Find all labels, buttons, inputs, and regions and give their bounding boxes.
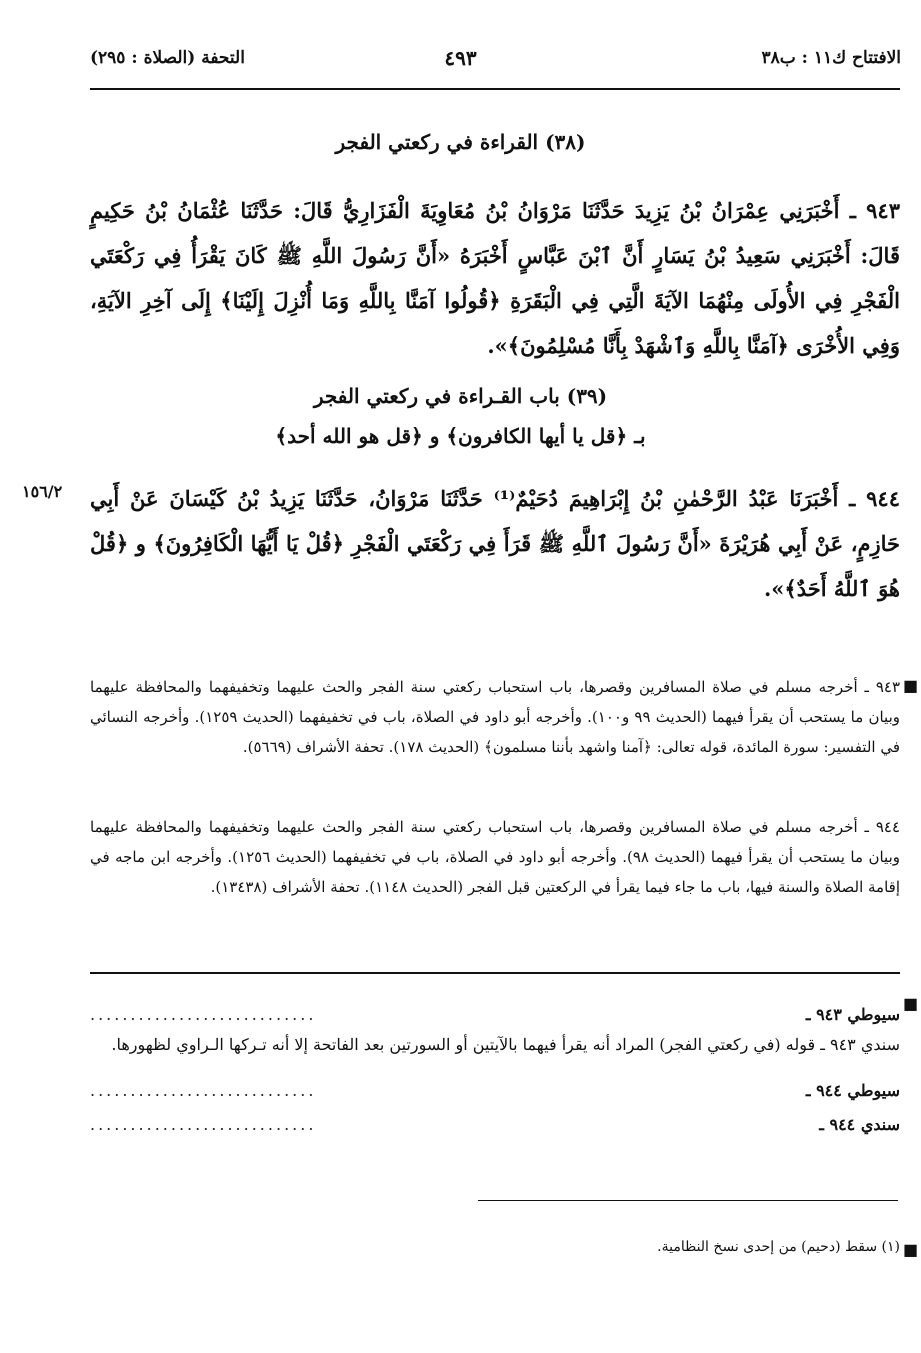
chapter-39-title: (٣٩) باب القـراءة في ركعتي الفجر — [313, 384, 608, 408]
header-chapter-ref: الافتتاح ك١١ : ب٣٨ — [761, 48, 901, 68]
dotted-leader: ............................ — [90, 1005, 317, 1024]
footnote-separator — [478, 1200, 898, 1201]
page-number: ٤٩٣ — [444, 46, 477, 70]
note-944: ٩٤٤ ـ أخرجه مسلم في صلاة المسافرين وقصرها، باب استحباب ركعتي سنة الفجر والحث عليهما وتخفيفهما والمحافظة عليهما وبيان ما يستحب أن يقرأ فيهما (الحديث ٩٨). وأخرجه أبو داود في الصلاة، باب في تخفيفهما (الحديث ١٢٥٦). وأخرجه ابن ماجه في إقامة الصلاة والسنة فيها، باب ما جاء فيما يقرأ في الركعتين قبل الفجر (الحديث ١١٤٨). تحفة الأشراف (١٣٤٣٨). — [90, 818, 900, 896]
commentary-line — [90, 1076, 900, 1106]
bullet-icon: ■ — [903, 1240, 919, 1259]
hadith-943: ٩٤٣ ـ أَخْبَرَنِي عِمْرَانُ بْنُ يَزِيدَ حَدَّثَنَا مَرْوَانُ بْنُ مُعَاوِيَةَ الْفَزَارِيُّ قَالَ: حَدَّثَنَا عُثْمَانُ بْنُ حَكِيمٍ قَالَ: أَخْبَرَنِي سَعِيدُ بْنُ يَسَارٍ أَنَّ ٱبْنَ عَبَّاسٍ أَخْبَرَهُ «أَنَّ رَسُولَ اللَّهِ ﷺ كَانَ يَقْرَأُ فِي رَكْعَتَي الْفَجْرِ فِي الأُولَى مِنْهُمَا الآيَةَ الَّتِي فِي الْبَقَرَةِ ﴿قُولُوا آمَنَّا بِاللَّهِ وَمَا أُنْزِلَ إِلَيْنَا﴾ إِلَى آخِرِ الآيَةِ، وَفِي الأُخْرَى ﴿آمَنَّا بِاللَّهِ وَٱشْهَدْ بِأَنَّا مُسْلِمُونَ﴾». — [90, 198, 900, 358]
dotted-leader: ............................ — [90, 1081, 317, 1100]
suyuti-944-label: سيوطي ٩٤٤ ـ — [805, 1081, 900, 1100]
header-rule — [90, 88, 900, 90]
hadith-944: ٩٤٤ ـ أَخْبَرَنَا عَبْدُ الرَّحْمٰنِ بْنُ إِبْرَاهِيمَ دُحَيْمٌ⁽¹⁾ حَدَّثَنَا مَرْوَانُ، حَدَّثَنَا يَزِيدُ بْنُ كَيْسَانَ عَنْ أَبِي حَازِمٍ، عَنْ أَبِي هُرَيْرَةَ «أَنَّ رَسُولَ ٱللَّهِ ﷺ قَرَأَ فِي رَكْعَتَي الْفَجْرِ ﴿قُلْ يَا أَيُّهَا الْكَافِرُونَ﴾ و ﴿قُلْ هُوَ ٱللَّهُ أَحَدٌ﴾». — [90, 486, 900, 601]
bullet-icon: ■ — [903, 994, 919, 1013]
bullet-icon: ■ — [903, 676, 919, 695]
notes-separator — [90, 972, 900, 974]
chapter-38-title: (٣٨) القراءة في ركعتي الفجر — [335, 130, 586, 154]
note-943: ٩٤٣ ـ أخرجه مسلم في صلاة المسافرين وقصرها، باب استحباب ركعتي سنة الفجر والحث عليهما وتخفيفهما والمحافظة عليهما وبيان ما يستحب أن يقرأ فيهما (الحديث ٩٩ و١٠٠). وأخرجه أبو داود في الصلاة، باب في تخفيفهما (الحديث ١٢٥٩). وأخرجه النسائي في التفسير: سورة المائدة، قوله تعالى: ﴿آمنا واشهد بأننا مسلمون﴾ (الحديث ١٧٨). تحفة الأشراف (٥٦٦٩). — [90, 678, 900, 756]
dotted-leader: ............................ — [90, 1115, 317, 1134]
suyuti-943-label: سيوطي ٩٤٣ ـ — [805, 1005, 900, 1024]
margin-volume-ref: ١٥٦/٢ — [22, 482, 63, 501]
footnote-1: (١) سقط (دحيم) من إحدى نسخ النظامية. — [657, 1239, 900, 1255]
commentary-line — [90, 1110, 900, 1140]
commentary-line — [90, 1000, 900, 1030]
chapter-39-subtitle: بـ ﴿قل يا أيها الكافرون﴾ و ﴿قل هو الله أحد﴾ — [275, 424, 646, 448]
commentary-block — [90, 1000, 900, 1140]
header-tuhfa-ref: التحفة (الصلاة : ٢٩٥) — [90, 48, 245, 68]
sindi-944-label: سندي ٩٤٤ ـ — [819, 1115, 900, 1134]
sindi-943-text: سندي ٩٤٣ ـ قوله (في ركعتي الفجر) المراد أنه يقرأ فيهما بالآيتين أو السورتين بعد الفاتحة إلا أنه تـركها الـراوي لظهورها. — [111, 1035, 900, 1054]
